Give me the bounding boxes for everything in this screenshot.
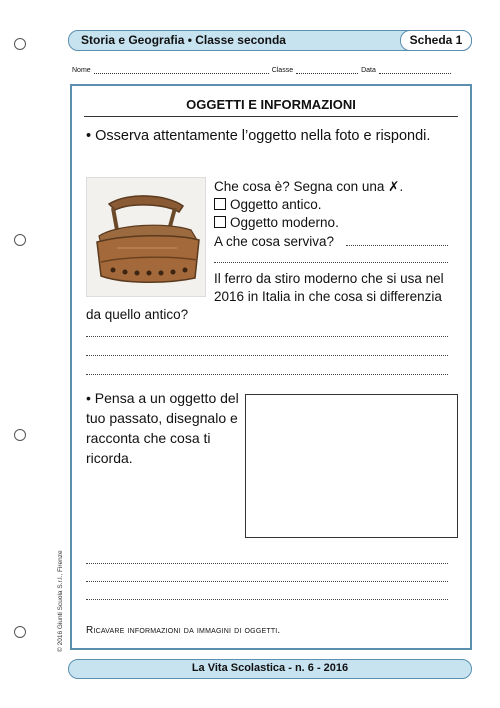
class-label: Classe xyxy=(271,67,294,74)
answer-line-difference-2[interactable] xyxy=(86,355,448,356)
answer-line-difference-3[interactable] xyxy=(86,374,448,375)
option-antique-label: Oggetto antico. xyxy=(230,197,322,212)
class-field[interactable] xyxy=(296,67,358,74)
drawing-area[interactable] xyxy=(245,394,458,538)
option-antique xyxy=(214,195,322,214)
sheet-number: Scheda 1 xyxy=(400,30,472,51)
student-info-row xyxy=(72,67,472,74)
answer-line-memory-2[interactable] xyxy=(86,581,448,582)
question-what-is-it: Che cosa è? Segna con una ✗. xyxy=(214,179,404,194)
checkbox-antique[interactable] xyxy=(214,198,226,210)
answer-line-memory-1[interactable] xyxy=(86,563,448,564)
footer-bar: La Vita Scolastica - n. 6 - 2016 xyxy=(68,659,472,679)
question-difference-line3: da quello antico? xyxy=(86,307,189,322)
question-difference-line1: Il ferro da stiro moderno che si usa nel xyxy=(214,271,444,286)
subject-label: Storia e Geografia • Classe seconda xyxy=(81,33,286,47)
copyright-notice: © 2016 Giunti Scuola S.r.l., Firenze xyxy=(57,550,64,652)
question-purpose: A che cosa serviva? xyxy=(214,234,335,249)
worksheet-box xyxy=(70,84,472,650)
option-modern xyxy=(214,213,339,232)
answer-line-difference-1[interactable] xyxy=(86,336,448,337)
date-field[interactable] xyxy=(379,67,451,74)
instruction-observe: • Osserva attentamente l’oggetto nella foto e rispondi. xyxy=(86,128,431,144)
binder-hole-3 xyxy=(14,429,26,441)
answer-line-purpose[interactable] xyxy=(346,245,448,246)
binder-hole-4 xyxy=(14,626,26,638)
binder-hole-1 xyxy=(14,38,26,50)
name-label: Nome xyxy=(72,67,91,74)
instruction-draw: • Pensa a un oggetto del tuo passato, disegnalo e racconta che cosa ti ricorda. xyxy=(86,390,239,466)
worksheet-title: OGGETTI E INFORMAZIONI xyxy=(186,97,356,112)
answer-line-memory-3[interactable] xyxy=(86,599,448,600)
title-divider xyxy=(84,116,458,117)
iron-photo xyxy=(86,177,206,297)
binder-hole-2 xyxy=(14,234,26,246)
answer-line-purpose-2[interactable] xyxy=(214,262,448,263)
date-label: Data xyxy=(361,67,376,74)
learning-objective: Ricavare informazioni da immagini di oggetti. xyxy=(86,625,281,636)
name-field[interactable] xyxy=(94,67,269,74)
checkbox-modern[interactable] xyxy=(214,216,226,228)
antique-iron-icon xyxy=(87,178,205,296)
question-difference-line2: 2016 in Italia in che cosa si differenzia xyxy=(214,289,442,304)
option-modern-label: Oggetto moderno. xyxy=(230,215,339,230)
header-bar xyxy=(68,30,472,51)
